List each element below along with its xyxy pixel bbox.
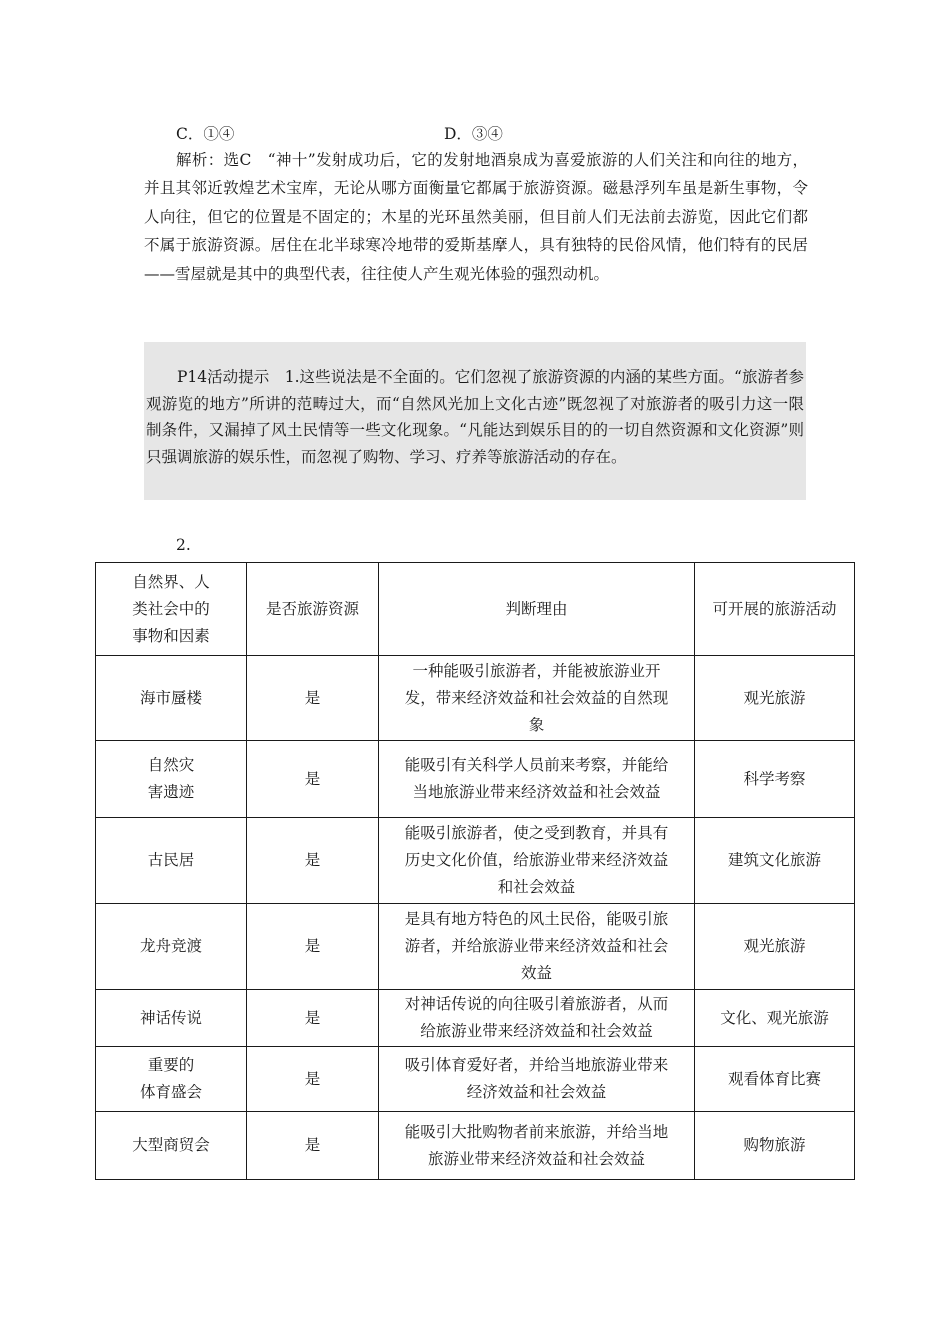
table-header-row [96, 563, 855, 656]
table-row [96, 656, 855, 741]
cell-thing: 大型商贸会 [96, 1112, 247, 1180]
cell-reason: 能吸引大批购物者前来旅游，并给当地 旅游业带来经济效益和社会效益 [379, 1112, 695, 1180]
answer-options [176, 122, 776, 144]
cell-activity: 购物旅游 [695, 1112, 855, 1180]
cell-is-resource: 是 [247, 990, 379, 1047]
cell-reason: 对神话传说的向往吸引着旅游者，从而 给旅游业带来经济效益和社会效益 [379, 990, 695, 1047]
cell-reason: 能吸引有关科学人员前来考察，并能给 当地旅游业带来经济效益和社会效益 [379, 741, 695, 818]
cell-is-resource: 是 [247, 741, 379, 818]
cell-is-resource: 是 [247, 656, 379, 741]
item-number-2: 2. [176, 536, 191, 554]
cell-thing: 自然灾 害遗迹 [96, 741, 247, 818]
cell-activity: 观光旅游 [695, 656, 855, 741]
cell-is-resource: 是 [247, 904, 379, 990]
table-row [96, 1047, 855, 1112]
option-d: D．③④ [444, 125, 503, 143]
header-reason: 判断理由 [379, 563, 695, 656]
cell-reason: 是具有地方特色的风土民俗，能吸引旅 游者，并给旅游业带来经济效益和社会 效益 [379, 904, 695, 990]
table-row [96, 1112, 855, 1180]
cell-is-resource: 是 [247, 1047, 379, 1112]
header-is-resource: 是否旅游资源 [247, 563, 379, 656]
cell-reason: 能吸引旅游者，使之受到教育，并具有 历史文化价值，给旅游业带来经济效益 和社会效益 [379, 818, 695, 904]
cell-activity: 观看体育比赛 [695, 1047, 855, 1112]
table-row [96, 904, 855, 990]
cell-activity: 建筑文化旅游 [695, 818, 855, 904]
cell-activity: 科学考察 [695, 741, 855, 818]
cell-is-resource: 是 [247, 1112, 379, 1180]
activity-hint-box [144, 342, 806, 500]
cell-reason: 吸引体育爱好者，并给当地旅游业带来 经济效益和社会效益 [379, 1047, 695, 1112]
cell-thing: 古民居 [96, 818, 247, 904]
table-row [96, 818, 855, 904]
tourism-resource-table [95, 562, 855, 1180]
cell-thing: 重要的 体育盛会 [96, 1047, 247, 1112]
option-c: C．①④ [176, 125, 235, 143]
cell-activity: 文化、观光旅游 [695, 990, 855, 1047]
analysis-paragraph: 解析：选C “神十”发射成功后，它的发射地酒泉成为喜爱旅游的人们关注和向往的地方，并且其邻近敦煌艺术宝库，无论从哪方面衡量它都属于旅游资源。磁悬浮列车虽是新生事物，令人向往，但它的位置是不固定的；木星的光环虽然美丽，但目前人们无法前去游览，因此它们都不属于旅游资源。居住在北半球寒冷地带的爱斯基摩人，具有独特的民俗风情，他们特有的民居——雪屋就是其中的典型代表，往往使人产生观光体验的强烈动机。 [144, 151, 808, 283]
cell-activity: 观光旅游 [695, 904, 855, 990]
cell-reason: 一种能吸引旅游者，并能被旅游业开 发，带来经济效益和社会效益的自然现 象 [379, 656, 695, 741]
cell-thing: 海市蜃楼 [96, 656, 247, 741]
cell-thing: 神话传说 [96, 990, 247, 1047]
header-things: 自然界、人 类社会中的 事物和因素 [96, 563, 247, 656]
activity-hint-text: P14活动提示 1.这些说法是不全面的。它们忽视了旅游资源的内涵的某些方面。“旅游者参观游览的地方”所讲的范畴过大，而“自然风光加上文化古迹”既忽视了对旅游者的吸引力这一限制条件，又漏掉了风土民情等一些文化现象。“凡能达到娱乐目的的一切自然资源和文化资源”则只强调旅游的娱乐性，而忽视了购物、学习、疗养等旅游活动的存在。 [146, 368, 804, 466]
table-row [96, 990, 855, 1047]
cell-is-resource: 是 [247, 818, 379, 904]
cell-thing: 龙舟竞渡 [96, 904, 247, 990]
header-activity: 可开展的旅游活动 [695, 563, 855, 656]
table-row [96, 741, 855, 818]
